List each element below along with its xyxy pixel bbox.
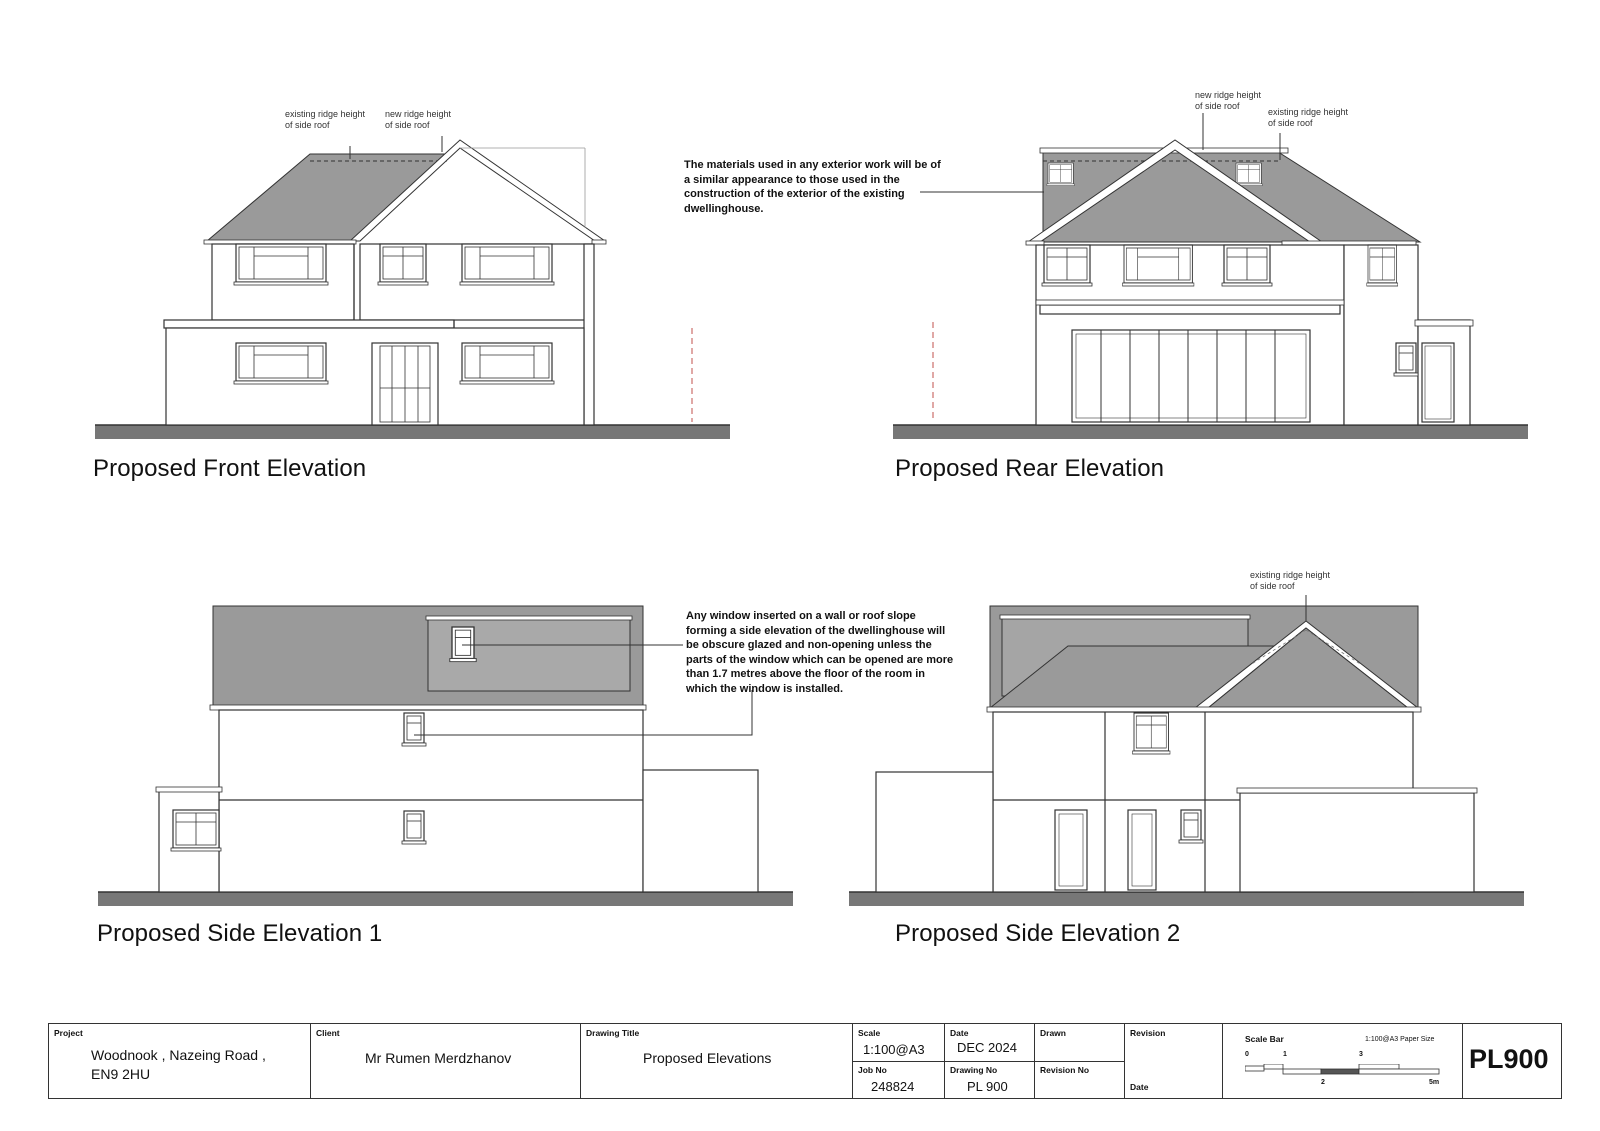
front-elevation [95,136,730,439]
sheet-code-cell [1463,1024,1561,1098]
client-label: Client [316,1028,340,1038]
rear-elevation-title: Proposed Rear Elevation [895,455,1165,482]
project-label: Project [54,1028,83,1038]
rear-new-ridge-note: new ridge height of side roof [1195,90,1262,111]
rear-elevation [893,113,1528,439]
window-note: Any window inserted on a wall or roof slope forming a side elevation of the dwellinghouse will be obscure glazed and non-opening unless the parts of the window which can be opened are more than 1.7 metres above the floor of the room in which the window is installed. [686,610,954,695]
scale-bar-cell [1223,1024,1463,1098]
drawn-revision-cell [1035,1024,1125,1098]
front-ground [95,425,730,439]
materials-note: The materials used in any exterior work will be of a similar appearance to those used in the construction of the exterior of the existing dwellinghouse. [684,159,941,215]
rear-existing-ridge-note: existing ridge height of side roof [1268,107,1349,128]
revision-label: Revision [1130,1028,1166,1038]
drawing-no-value: PL 900 [967,1079,1008,1094]
date-label: Date [950,1028,969,1038]
date-value: DEC 2024 [957,1040,1017,1055]
drawing-title-value: Proposed Elevations [643,1050,772,1066]
drawn-label: Drawn [1040,1028,1066,1038]
drawing-no-label: Drawing No [950,1065,998,1075]
drawing-title-label: Drawing Title [586,1028,640,1038]
scale-value: 1:100@A3 [863,1042,925,1057]
client-value: Mr Rumen Merdzhanov [365,1050,512,1066]
scale-job-cell [853,1024,945,1098]
scale-bar-label: Scale Bar [1245,1034,1284,1044]
project-cell [49,1024,311,1098]
scale-tick-1: 1 [1283,1051,1287,1058]
drawing-title-cell [581,1024,853,1098]
project-line-2: EN9 2HU [91,1066,151,1082]
scale-label: Scale [858,1028,881,1038]
scale-tick-3: 3 [1359,1051,1363,1058]
front-elevation-title: Proposed Front Elevation [93,455,367,482]
side-elevation-1-title: Proposed Side Elevation 1 [97,920,383,947]
job-no-label: Job No [858,1065,887,1075]
client-cell [311,1024,581,1098]
revision-cell [1125,1024,1223,1098]
revision-no-label: Revision No [1040,1065,1090,1075]
scale-tick-2: 2 [1321,1079,1325,1086]
sheet-code: PL900 [1469,1044,1549,1074]
scale-bar-graphic [1245,1064,1441,1076]
side2-existing-ridge-note: existing ridge height of side roof [1250,570,1331,591]
date-drawing-cell [945,1024,1035,1098]
project-line-1: Woodnook , Nazeing Road , [91,1047,266,1063]
scale-tick-0: 0 [1245,1051,1249,1058]
front-existing-ridge-note: existing ridge height of side roof [285,109,366,130]
side-elevation-2-title: Proposed Side Elevation 2 [895,920,1181,947]
revision-date-label: Date [1130,1082,1149,1092]
front-new-ridge-note: new ridge height of side roof [385,109,452,130]
scale-tick-5m: 5m [1429,1079,1440,1086]
title-block [48,1023,1562,1099]
scale-bar-paper: 1:100@A3 Paper Size [1365,1036,1435,1043]
job-no-value: 248824 [871,1079,915,1094]
